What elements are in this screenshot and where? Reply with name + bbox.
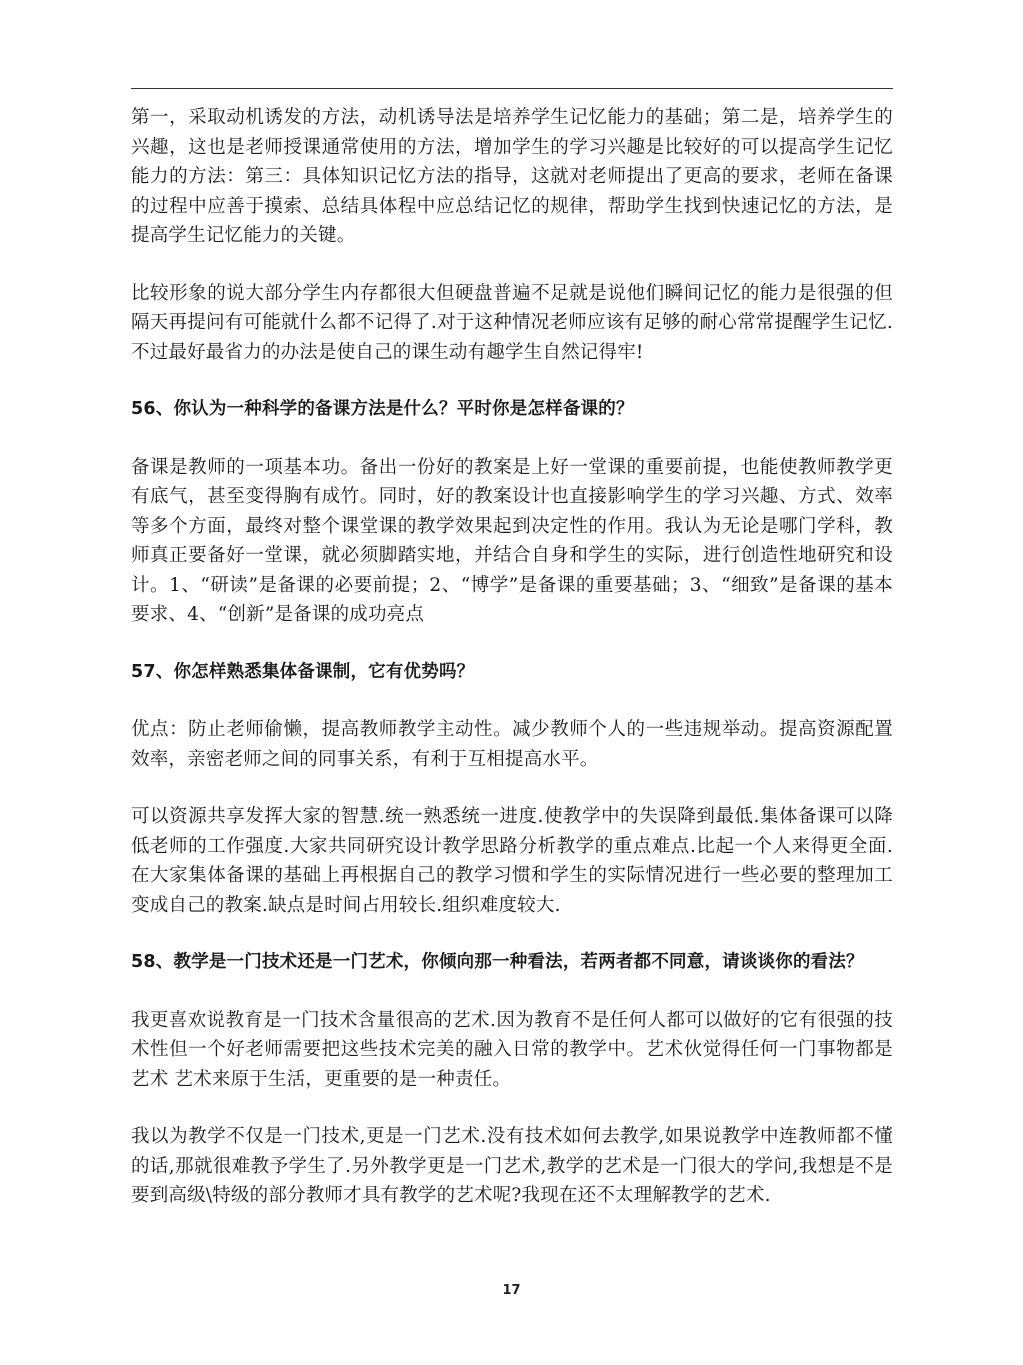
page-number: 17	[502, 1283, 521, 1298]
answer-57-advantages: 优点：防止老师偷懒，提高教师教学主动性。减少教师个人的一些违规举动。提高资源配置效率，亲密老师之间的同事关系，有利于互相提高水平。	[131, 719, 893, 770]
answer-58-paragraph-1: 我更喜欢说教育是一门技术含量很高的艺术.因为教育不是任何人都可以做好的它有很强的技术性但一个好老师需要把这些技术完美的融入日常的教学中。艺术伙觉得任何一门事物都是艺术 艺术来原于生活，更重要的是一种责任。	[131, 1009, 893, 1090]
header-rule	[131, 88, 893, 89]
question-56-heading: 56、你认为一种科学的备课方法是什么？平时你是怎样备课的？	[131, 399, 634, 419]
answer-57-details: 可以资源共享发挥大家的智慧.统一熟悉统一进度.使教学中的失误降到最低.集体备课可以降低老师的工作强度.大家共同研究设计教学思路分析教学的重点难点.比起一个人来得更全面.在大家集体备课的基础上再根据自己的教学习惯和学生的实际情况进行一些必要的整理加工变成自己的教案.缺点是时间占用较长.组织难度较大.	[131, 806, 893, 916]
question-57-heading: 57、你怎样熟悉集体备课制，它有优势吗？	[131, 661, 475, 682]
answer-58-paragraph-2: 我以为教学不仅是一门技术,更是一门艺术.没有技术如何去教学,如果说教学中连教师都不懂的话,那就很难教予学生了.另外教学更是一门艺术,教学的艺术是一门很大的学问,我想是不是要到高级\特级的部分教师才具有教学的艺术呢?我现在还不太理解教学的艺术.	[131, 1126, 893, 1206]
answer-56-paragraph: 备课是教师的一项基本功。备出一份好的教案是上好一堂课的重要前提，也能使教师教学更有底气，甚至变得胸有成竹。同时，好的教案设计也直接影响学生的学习兴趣、方式、效率等多个方面，最终对整个课堂课的教学效果起到决定性的作用。我认为无论是哪门学科，教师真正要备好一堂课，就必须脚踏实地，并结合自身和学生的实际，进行创造性地研究和设计。1、“研读”是备课的必要前提；2、“博学”是备课的重要基础；3、“细致”是备课的基本要求、4、“创新”是备课的成功亮点	[131, 456, 893, 625]
document-body	[131, 103, 893, 1239]
paragraph-memory-analogy: 比较形象的说大部分学生内存都很大但硬盘普遍不足就是说他们瞬间记忆的能力是很强的但隔天再提问有可能就什么都不记得了.对于这种情况老师应该有足够的耐心常常提醒学生记忆.不过最好最省力的办法是使自己的课生动有趣学生自然记得牢!	[131, 282, 893, 363]
question-58-heading: 58、教学是一门技术还是一门艺术，你倾向那一种看法，若两者都不同意，请谈谈你的看法？	[131, 952, 864, 972]
paragraph-memory-methods: 第一，采取动机诱发的方法，动机诱导法是培养学生记忆能力的基础；第二是，培养学生的兴趣，这也是老师授课通常使用的方法，增加学生的学习兴趣是比较好的可以提高学生记忆能力的方法：第三：具体知识记忆方法的指导，这就对老师提出了更高的要求，老师在备课的过程中应善于摸索、总结具体程中应总结记忆的规律，帮助学生找到快速记忆的方法，是提高学生记忆能力的关键。	[131, 107, 893, 246]
